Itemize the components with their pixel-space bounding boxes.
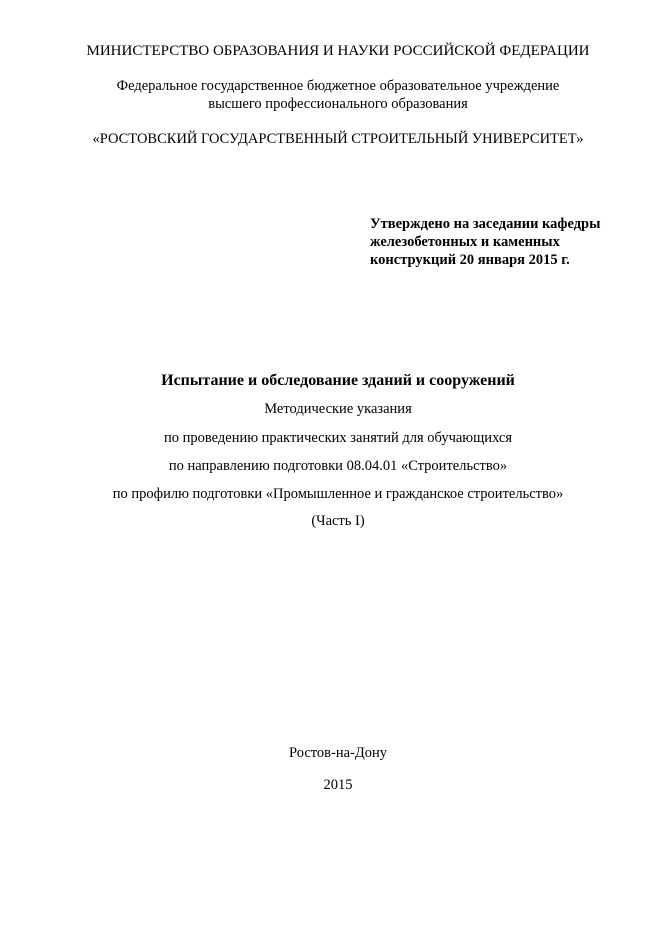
approval-line-2: железобетонных и каменных (370, 234, 560, 250)
document-title: Испытание и обследование зданий и сооружений (161, 372, 515, 389)
document-purpose: по проведению практических занятий для обучающихся (163, 430, 513, 446)
training-direction: по направлению подготовки 08.04.01 «Строительство» (168, 458, 508, 474)
training-profile: по профилю подготовки «Промышленное и гражданское строительство» (112, 486, 564, 502)
approval-line-1: Утверждено на заседании кафедры (370, 216, 601, 232)
institution-line-2: высшего профессионального образования (208, 96, 468, 112)
document-type: Методические указания (264, 401, 412, 417)
publication-city: Ростов-на-Дону (289, 745, 387, 761)
publication-year: 2015 (323, 777, 353, 793)
ministry-heading: МИНИСТЕРСТВО ОБРАЗОВАНИЯ И НАУКИ РОССИЙСКОЙ ФЕДЕРАЦИИ (86, 43, 590, 59)
approval-line-3: конструкций 20 января 2015 г. (370, 252, 570, 268)
document-part: (Часть I) (311, 513, 365, 529)
institution-line-1: Федеральное государственное бюджетное образовательное учреждение (116, 78, 560, 94)
approval-block (370, 215, 650, 269)
university-name: «РОСТОВСКИЙ ГОСУДАРСТВЕННЫЙ СТРОИТЕЛЬНЫЙ УНИВЕРСИТЕТ» (92, 131, 584, 147)
